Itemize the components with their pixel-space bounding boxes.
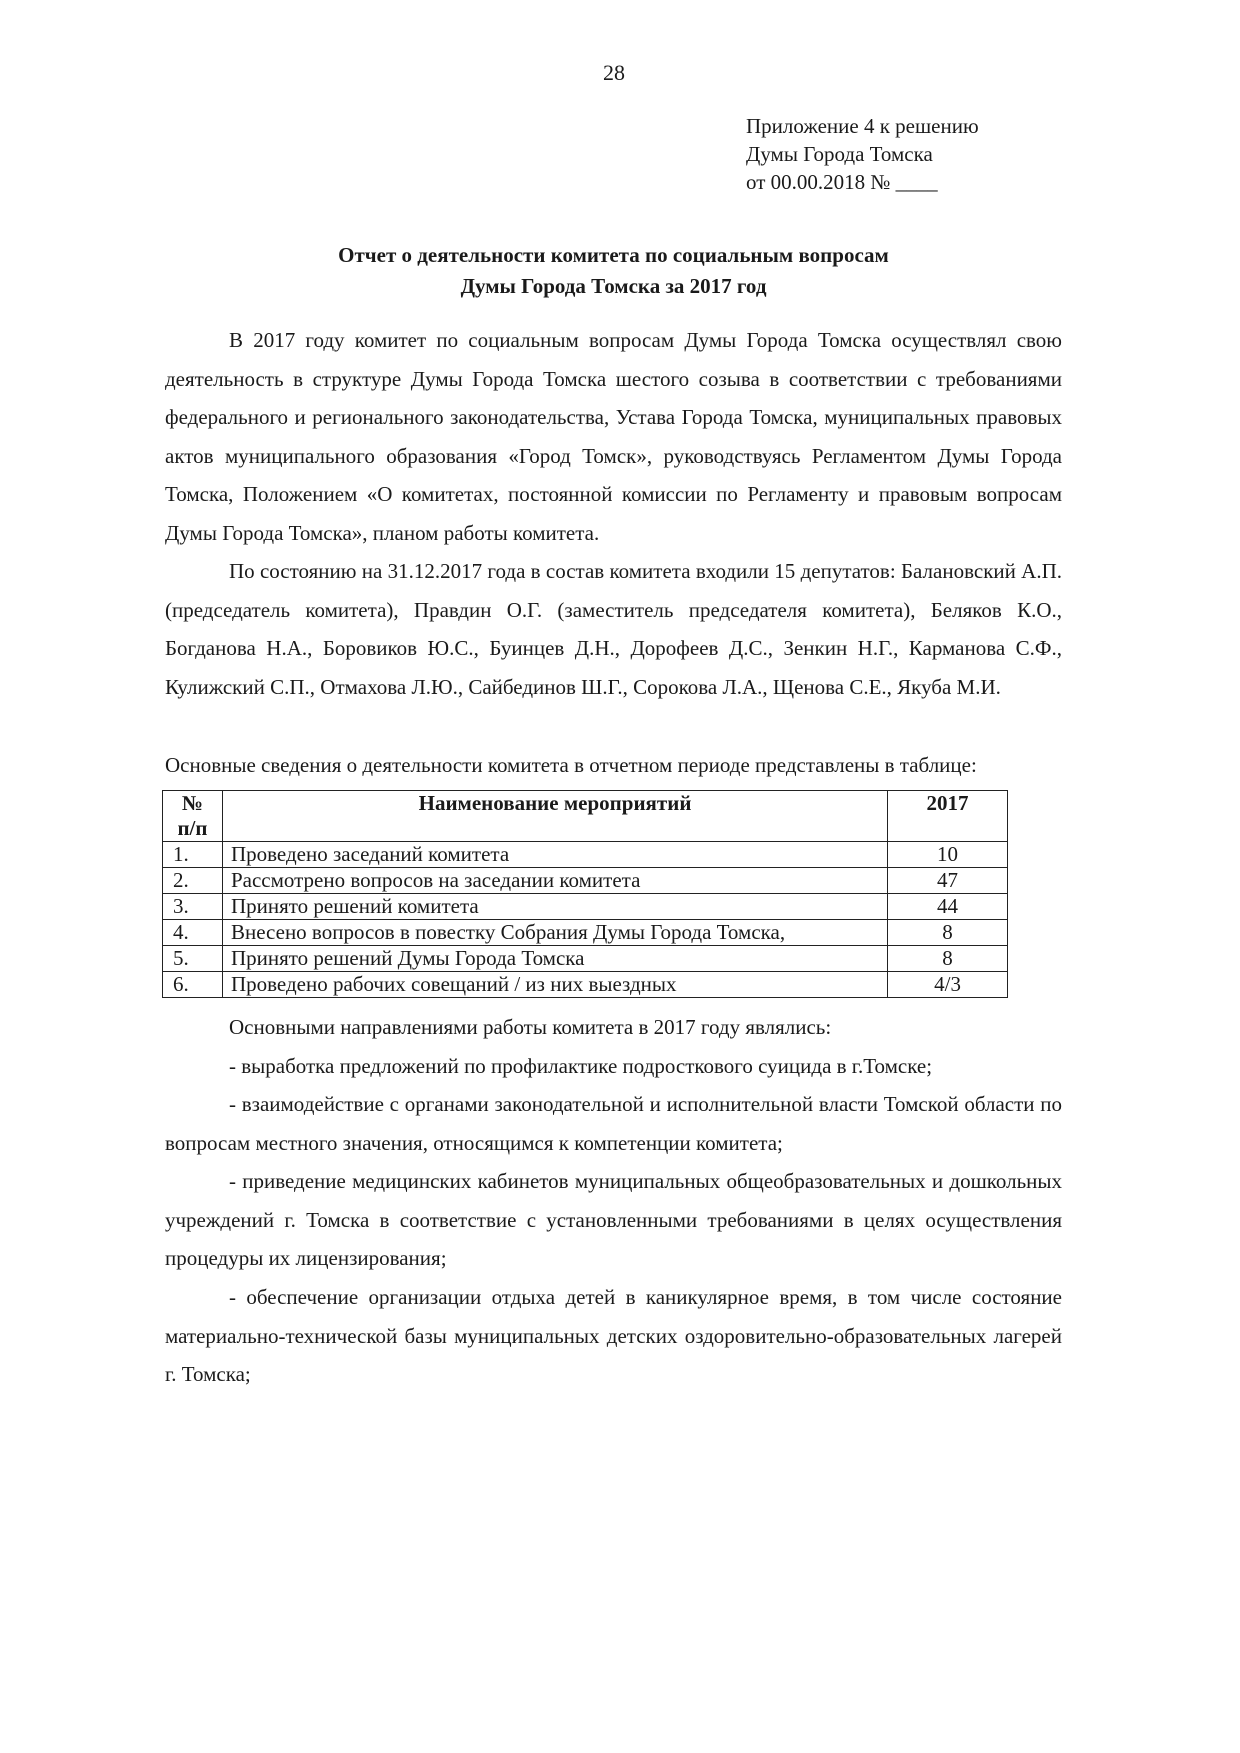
paragraph-text: Основными направлениями работы комитета в 2017 году являлись: bbox=[229, 1015, 832, 1039]
row-name: Принято решений Думы Города Томска bbox=[222, 946, 887, 972]
paragraph-text: По состоянию на 31.12.2017 года в состав комитета входили 15 депутатов: Балановский А.П. (председатель комитета), Правдин О.Г. (заместитель председателя комитета), Беляков К.О., Богданова Н.А., Боровиков Ю.С., Буинцев Д.Н., Дорофеев Д.С., Зенкин Н.Г., Карманова С.Ф., Кулижский С.П., Отмахова Л.Ю., Сайбединов Ш.Г., Сорокова Л.А., Щенова С.Е., Якуба М.И. bbox=[165, 559, 1062, 699]
row-value: 47 bbox=[888, 868, 1008, 894]
table-header-row bbox=[163, 791, 1008, 842]
paragraph-table-intro: Основные сведения о деятельности комитета в отчетном периоде представлены в таблице: bbox=[165, 753, 977, 777]
row-value: 10 bbox=[888, 842, 1008, 868]
row-name: Рассмотрено вопросов на заседании комитета bbox=[222, 868, 887, 894]
row-number: 2. bbox=[163, 868, 223, 894]
row-value: 4/3 bbox=[888, 972, 1008, 998]
paragraph-intro bbox=[165, 321, 1062, 552]
paragraph-text: - выработка предложений по профилактике подросткового суицида в г.Томске; bbox=[229, 1054, 933, 1078]
document-title bbox=[165, 240, 1062, 302]
row-value: 44 bbox=[888, 894, 1008, 920]
row-number: 5. bbox=[163, 946, 223, 972]
title-line: Думы Города Томска за 2017 год bbox=[460, 274, 767, 298]
table-row bbox=[163, 894, 1008, 920]
row-name: Принято решений комитета bbox=[222, 894, 887, 920]
page-number: 28 bbox=[603, 60, 625, 85]
row-number: 6. bbox=[163, 972, 223, 998]
row-name: Внесено вопросов в повестку Собрания Думы Города Томска, bbox=[222, 920, 887, 946]
paragraph-text: В 2017 году комитет по социальным вопросам Думы Города Томска осуществлял свою деятельность в структуре Думы Города Томска шестого созыва в соответствии с требованиями федерального и регионального законодательства, Устава Города Томска, муниципальных правовых актов муниципального образования «Город Томск», руководствуясь Регламентом Думы Города Томска, Положением «О комитетах, постоянной комиссии по Регламенту и правовым вопросам Думы Города Томска», планом работы комитета. bbox=[165, 328, 1062, 545]
header-number: № п/п bbox=[163, 791, 223, 842]
table-row bbox=[163, 842, 1008, 868]
row-value: 8 bbox=[888, 920, 1008, 946]
directions-intro bbox=[165, 1008, 1062, 1047]
row-name: Проведено заседаний комитета bbox=[222, 842, 887, 868]
title-line: Отчет о деятельности комитета по социальным вопросам bbox=[338, 243, 889, 267]
direction-item bbox=[165, 1047, 1062, 1086]
direction-item bbox=[165, 1278, 1062, 1394]
table-row bbox=[163, 868, 1008, 894]
row-number: 4. bbox=[163, 920, 223, 946]
table-row bbox=[163, 946, 1008, 972]
direction-item bbox=[165, 1162, 1062, 1278]
paragraph-members bbox=[165, 552, 1062, 706]
row-value: 8 bbox=[888, 946, 1008, 972]
paragraph-text: - приведение медицинских кабинетов муниципальных общеобразовательных и дошкольных учреждений г. Томска в соответствие с установленными требованиями в целях осуществления процедуры их лицензирования; bbox=[165, 1169, 1062, 1270]
appendix-line: от 00.00.2018 № ____ bbox=[746, 170, 938, 194]
paragraph-text: - взаимодействие с органами законодательной и исполнительной власти Томской области по вопросам местного значения, относящимся к компетенции комитета; bbox=[165, 1092, 1062, 1155]
appendix-line: Приложение 4 к решению bbox=[746, 114, 979, 138]
table-row bbox=[163, 920, 1008, 946]
direction-item bbox=[165, 1085, 1062, 1162]
activity-table bbox=[162, 790, 1008, 998]
table-row bbox=[163, 972, 1008, 998]
paragraph-text: - обеспечение организации отдыха детей в каникулярное время, в том числе состояние материально-технической базы муниципальных детских оздоровительно-образовательных лагерей г. Томска; bbox=[165, 1285, 1062, 1386]
row-number: 1. bbox=[163, 842, 223, 868]
header-year: 2017 bbox=[888, 791, 1008, 842]
appendix-note bbox=[746, 112, 979, 196]
row-number: 3. bbox=[163, 894, 223, 920]
appendix-line: Думы Города Томска bbox=[746, 142, 933, 166]
row-name: Проведено рабочих совещаний / из них выездных bbox=[222, 972, 887, 998]
header-name: Наименование мероприятий bbox=[222, 791, 887, 842]
